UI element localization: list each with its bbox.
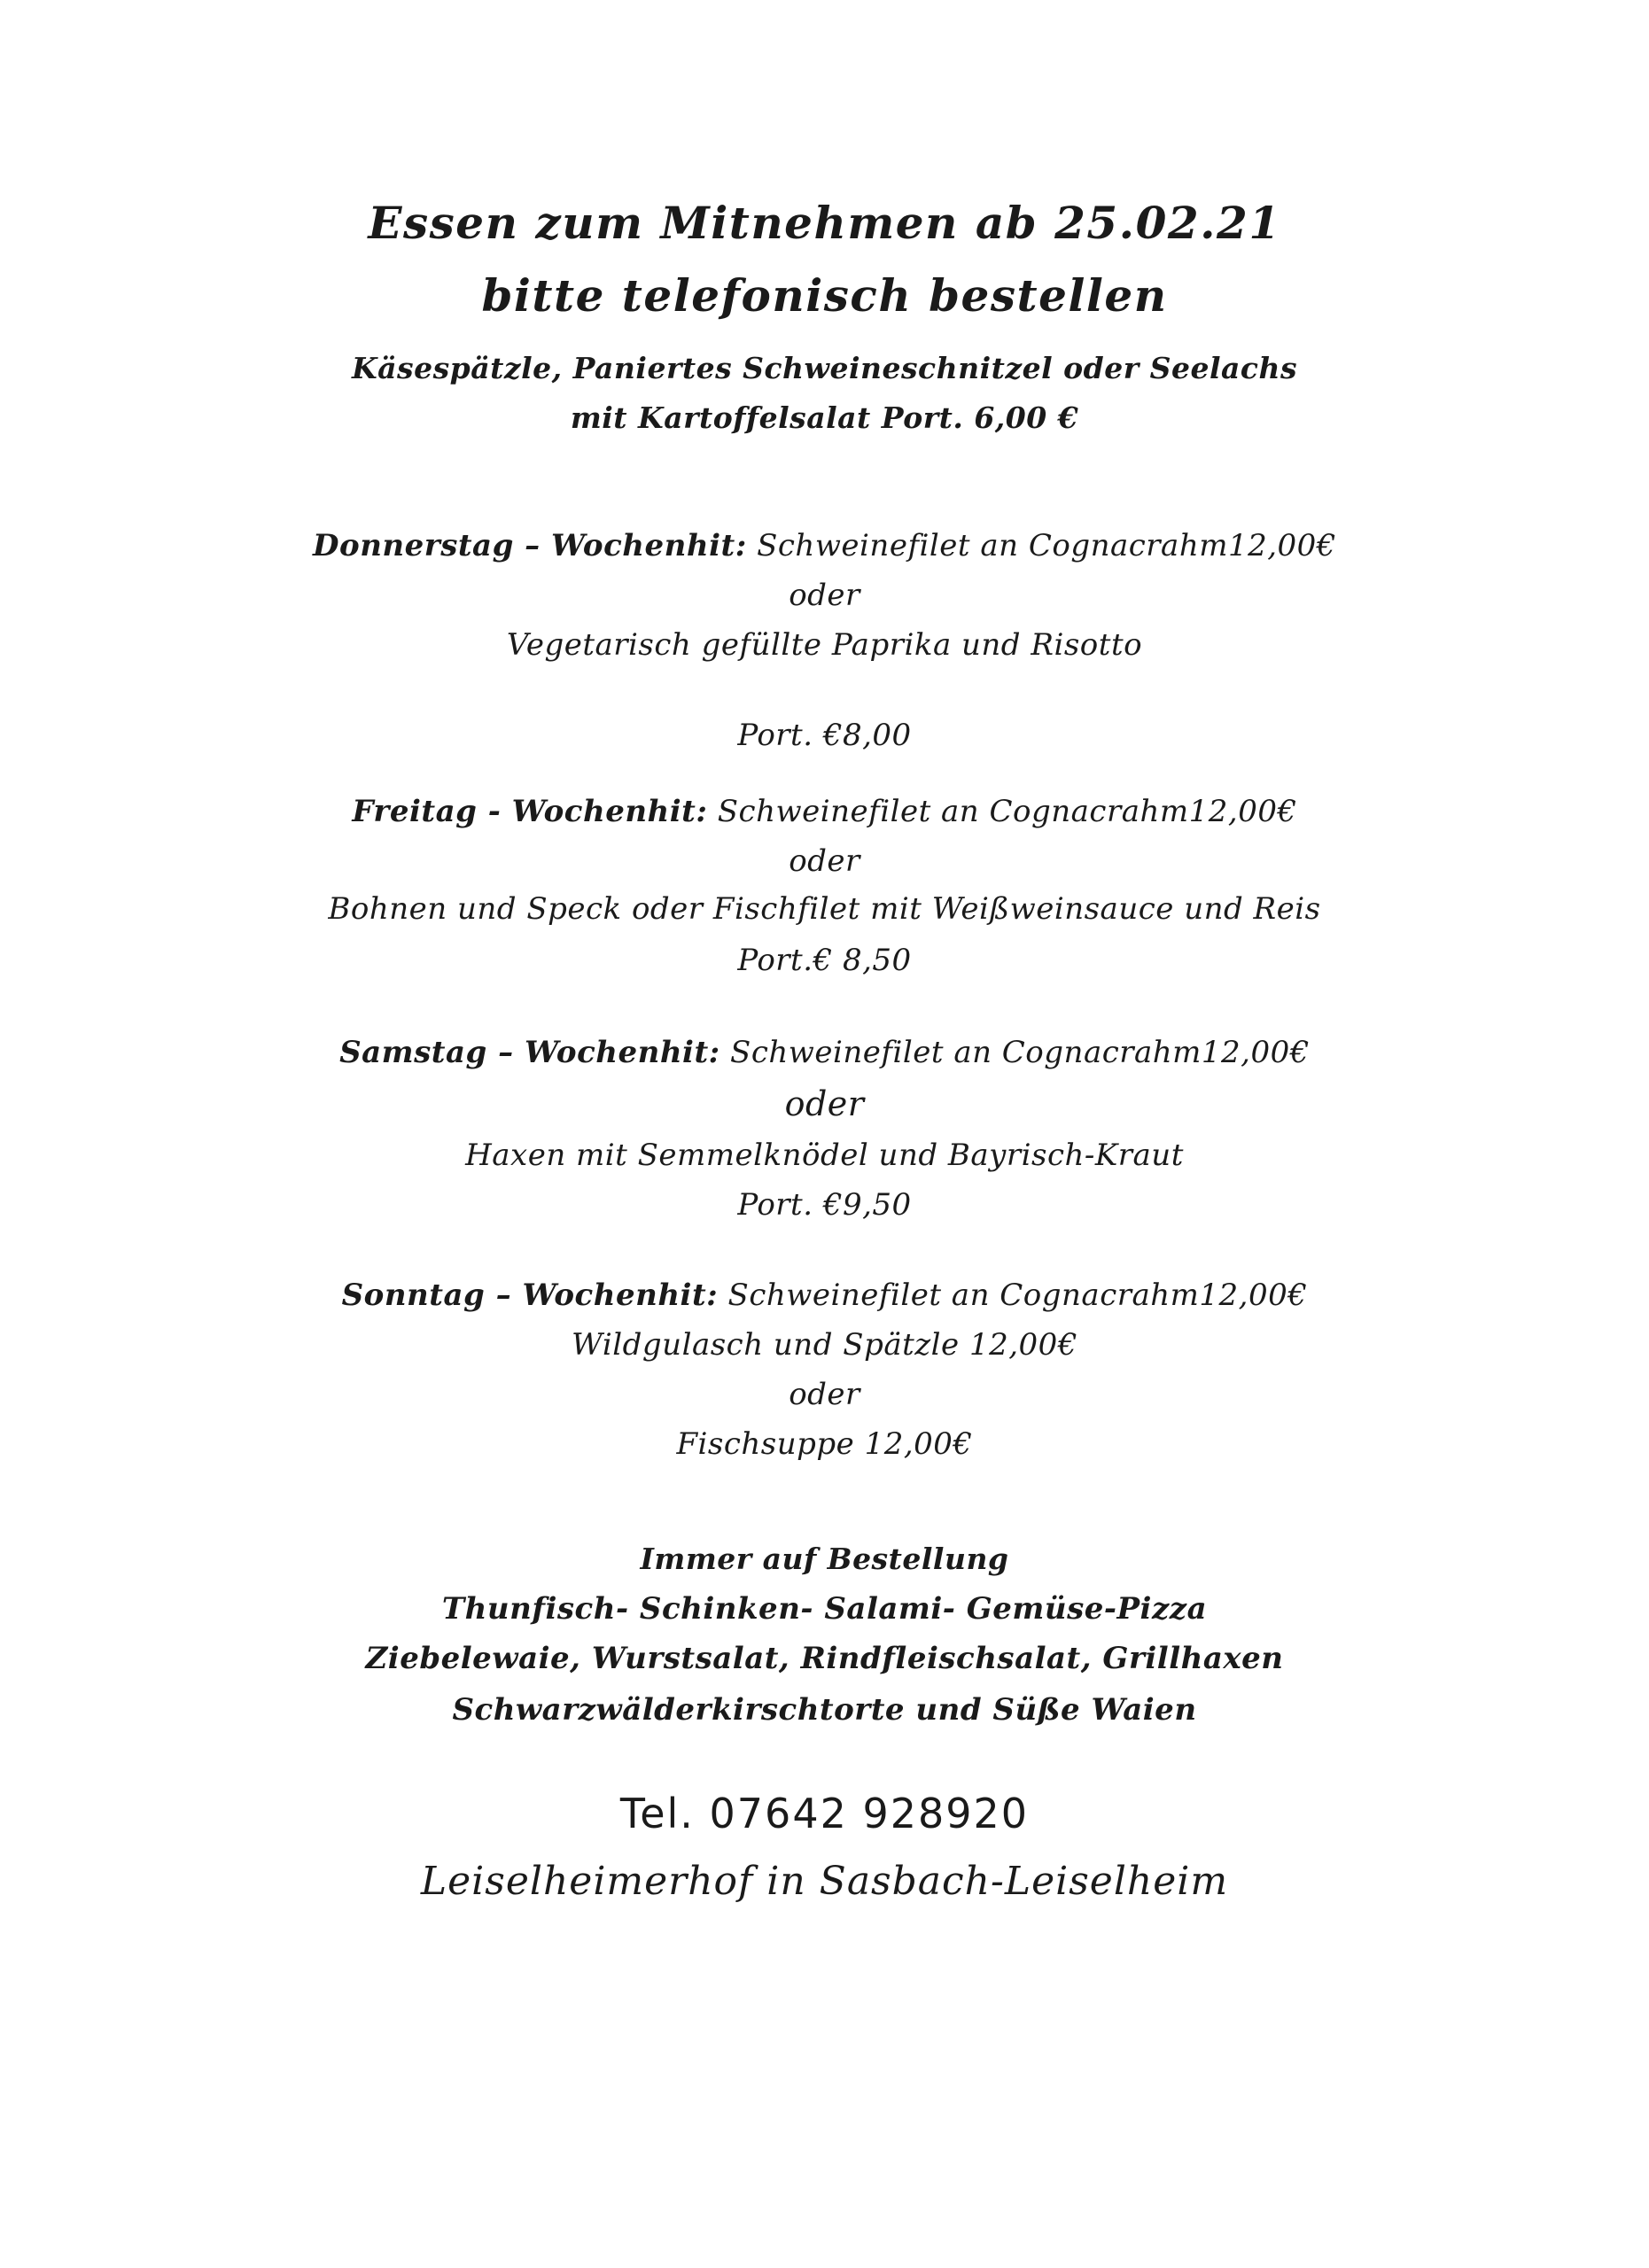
samstag-oder: oder	[784, 1084, 865, 1123]
freitag-oder: oder	[789, 843, 860, 879]
title-line-1: Essen zum Mitnehmen ab 25.02.21	[368, 197, 1281, 249]
donnerstag-oder: oder	[789, 578, 860, 613]
donnerstag-label: Donnerstag – Wochenhit:	[313, 528, 747, 563]
sonntag-oder: oder	[789, 1377, 860, 1412]
donnerstag-price: Port. €8,00	[737, 718, 912, 753]
always-line-2: Ziebelewaie, Wurstsalat, Rindfleischsalat, Grillhaxen	[365, 1641, 1284, 1676]
samstag-special-dish: Schweinefilet an Cognacrahm12,00€	[730, 1035, 1310, 1070]
freitag-alt: Bohnen und Speck oder Fischfilet mit Weißweinsauce und Reis	[328, 891, 1321, 927]
sonntag-special	[0, 1278, 1649, 1313]
freitag-special	[0, 794, 1649, 829]
contact-name: Leiselheimerhof in Sasbach-Leiselheim	[420, 1859, 1229, 1904]
donnerstag-special-dish: Schweinefilet an Cognacrahm12,00€	[757, 528, 1336, 563]
contact-phone: Tel. 07642 928920	[619, 1790, 1030, 1837]
always-line-1: Thunfisch- Schinken- Salami- Gemüse-Pizza	[441, 1591, 1208, 1627]
always-line-3: Schwarzwälderkirschtorte und Süße Waien	[452, 1692, 1197, 1728]
intro-line-1: Käsespätzle, Paniertes Schweineschnitzel oder Seelachs	[351, 351, 1298, 385]
freitag-label: Freitag - Wochenhit:	[352, 794, 708, 829]
always-heading: Immer auf Bestellung	[640, 1542, 1009, 1576]
samstag-price: Port. €9,50	[737, 1187, 912, 1223]
title-line-2: bitte telefonisch bestellen	[481, 269, 1168, 322]
sonntag-alt-2: Fischsuppe 12,00€	[676, 1426, 973, 1462]
donnerstag-special	[0, 528, 1649, 563]
sonntag-label: Sonntag – Wochenhit:	[341, 1278, 719, 1313]
donnerstag-alt: Vegetarisch gefüllte Paprika und Risotto	[506, 627, 1143, 663]
sonntag-alt-1: Wildgulasch und Spätzle 12,00€	[572, 1327, 1077, 1363]
sonntag-special-dish: Schweinefilet an Cognacrahm12,00€	[727, 1278, 1308, 1313]
samstag-special	[0, 1035, 1649, 1070]
freitag-price: Port.€ 8,50	[737, 943, 912, 978]
freitag-special-dish: Schweinefilet an Cognacrahm12,00€	[717, 794, 1297, 829]
samstag-label: Samstag – Wochenhit:	[339, 1035, 720, 1070]
intro-line-2: mit Kartoffelsalat Port. 6,00 €	[570, 400, 1079, 435]
samstag-alt: Haxen mit Semmelknödel und Bayrisch-Kraut	[465, 1138, 1184, 1173]
